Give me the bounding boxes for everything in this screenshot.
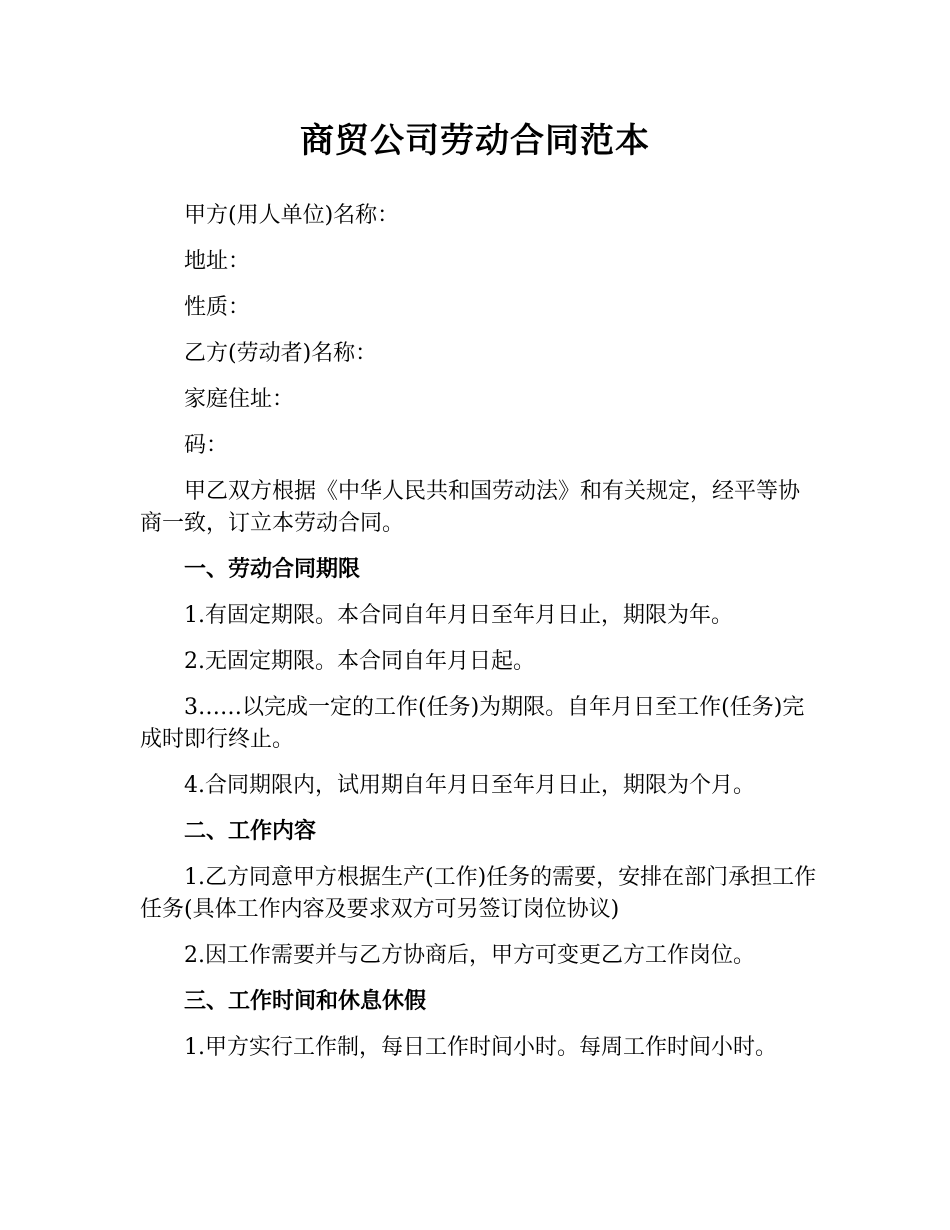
section-heading: 二、工作内容 bbox=[184, 819, 317, 844]
field-address: 地址： bbox=[184, 249, 251, 274]
field-party-b-name: 乙方(劳动者)名称： bbox=[184, 341, 378, 366]
section-heading: 三、工作时间和休息休假 bbox=[184, 989, 427, 1014]
section-item: 1.甲方实行工作制，每日工作时间小时。每周工作时间小时。 bbox=[184, 1035, 777, 1060]
document-title: 商贸公司劳动合同范本 bbox=[300, 121, 650, 161]
section-item: 1.乙方同意甲方根据生产(工作)任务的需要，安排在部门承担工作任务(具体工作内容及要求双方可另签订岗位协议) bbox=[140, 865, 817, 922]
document-body bbox=[140, 200, 820, 1078]
section-heading: 一、劳动合同期限 bbox=[184, 557, 361, 582]
intro-paragraph: 甲乙双方根据《中华人民共和国劳动法》和有关规定，经平等协商一致，订立本劳动合同。 bbox=[140, 479, 801, 536]
field-home-address: 家庭住址： bbox=[184, 387, 295, 412]
section-item: 2.无固定期限。本合同自年月日起。 bbox=[184, 649, 535, 674]
section-item: 2.因工作需要并与乙方协商后，甲方可变更乙方工作岗位。 bbox=[184, 943, 755, 968]
field-party-a-name: 甲方(用人单位)名称： bbox=[184, 203, 400, 228]
field-code: 码： bbox=[184, 433, 229, 458]
section-item: 1.有固定期限。本合同自年月日至年月日止，期限为年。 bbox=[184, 603, 733, 628]
section-item: 3……以完成一定的工作(任务)为期限。自年月日至工作(任务)完成时即行终止。 bbox=[140, 695, 805, 752]
section-item: 4.合同期限内，试用期自年月日至年月日止，期限为个月。 bbox=[184, 773, 755, 798]
field-nature: 性质： bbox=[184, 295, 251, 320]
